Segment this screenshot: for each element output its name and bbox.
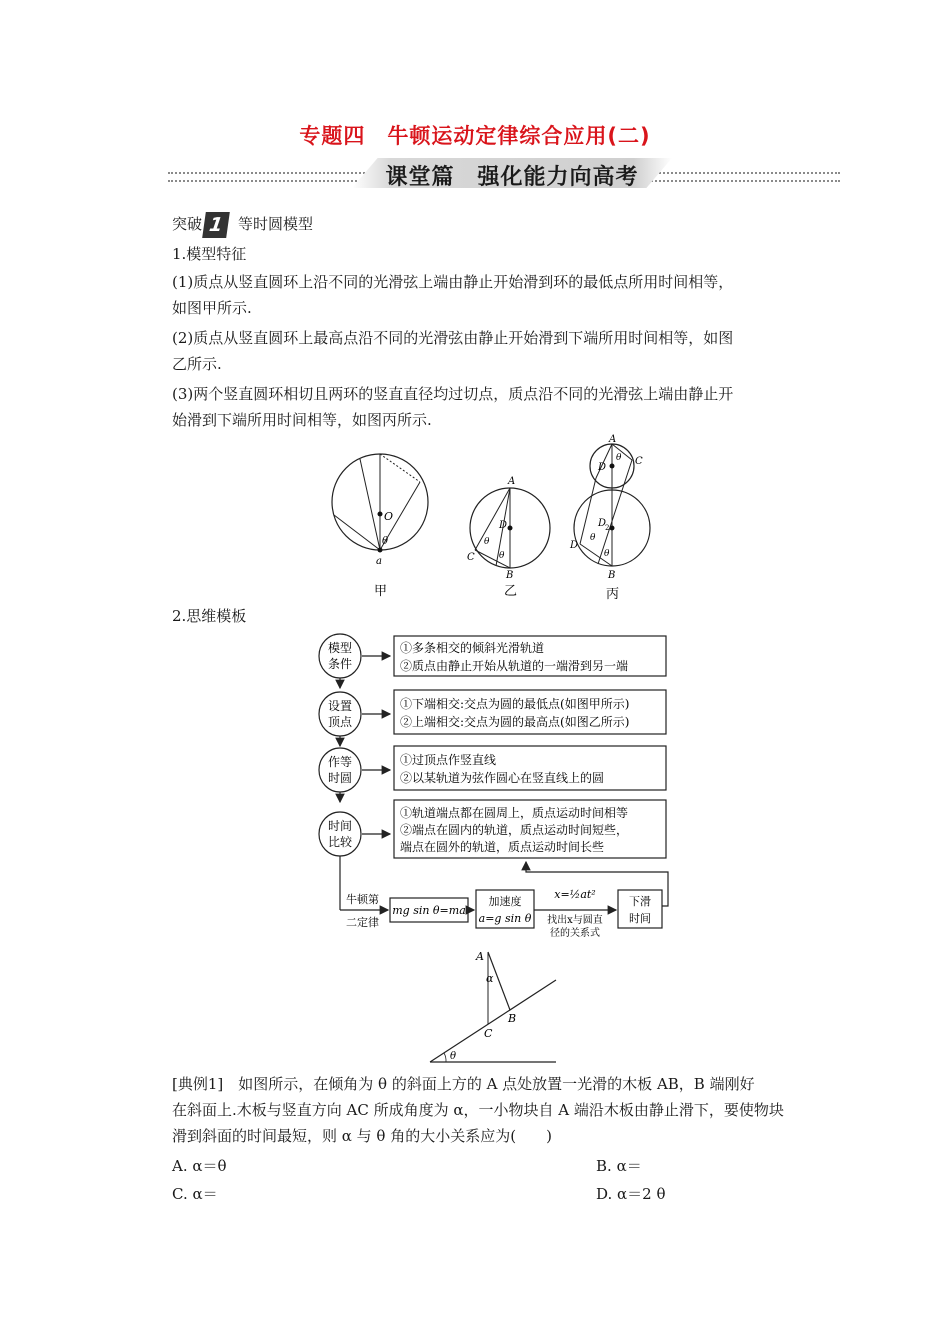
label-D-yi: D xyxy=(499,520,508,531)
newton-eq: mg sin θ=ma xyxy=(392,904,466,917)
label-subscript-2-bing: 2 xyxy=(605,524,610,532)
chord-CB-yi xyxy=(475,550,510,568)
step-2-label-2: 顶点 xyxy=(327,715,353,729)
section-title: 等时圆模型 xyxy=(238,215,314,233)
lower-center-dot-bing xyxy=(610,526,615,531)
step-1-line-1: ①多条相交的倾斜光滑轨道 xyxy=(400,641,545,655)
feature-3-line-2: 始滑到下端所用时间相等，如图丙所示. xyxy=(172,411,432,429)
label-B-bing: B xyxy=(608,570,616,581)
option-d-text: α＝2 θ xyxy=(617,1185,666,1203)
step-1-label-2: 条件 xyxy=(327,657,353,671)
thinking-template-flowchart xyxy=(312,628,672,940)
accel-label: 加速度 xyxy=(488,895,522,908)
section-number-badge: 1 xyxy=(202,212,230,238)
option-c-text: α＝ xyxy=(192,1185,218,1203)
section-banner: 课堂篇 强化能力向高考 xyxy=(385,165,639,190)
incline-label-A: A xyxy=(476,950,484,963)
flow-bottom-chain xyxy=(346,862,668,939)
example-line-3: 滑到斜面的时间最短，则 α 与 θ 角的大小关系应为( ) xyxy=(172,1127,552,1145)
step-3-label-1: 作等 xyxy=(327,755,353,769)
step-1-line-2: ②质点由静止开始从轨道的一端滑到另一端 xyxy=(400,659,629,673)
caption-jia: 甲 xyxy=(374,584,388,599)
incline-label-C: C xyxy=(484,1027,493,1040)
option-b-text: α＝ xyxy=(616,1157,642,1175)
option-c[interactable] xyxy=(172,1182,218,1206)
relation-line-1: 找出x与圆直 xyxy=(547,915,603,926)
newton-label-1: 牛顿第 xyxy=(346,893,379,906)
figure-jia xyxy=(332,454,428,599)
label-theta-jia: θ xyxy=(382,536,389,547)
option-a-text: α＝θ xyxy=(192,1157,227,1175)
caption-bing: 丙 xyxy=(606,587,620,602)
label-theta-upper-bing: θ xyxy=(616,453,622,463)
label-D-bing: D xyxy=(570,540,579,551)
upper-center-dot-bing xyxy=(610,464,615,469)
feature-2-line-2: 乙所示. xyxy=(172,355,222,373)
step-2-label-1: 设置 xyxy=(327,699,353,713)
example-line-1: [典例1] 如图所示，在倾角为 θ 的斜面上方的 A 点处放置一光滑的木板 AB，B 端刚好 xyxy=(172,1075,755,1093)
step-4-label-2: 比较 xyxy=(327,835,353,849)
bottom-dot-jia xyxy=(378,548,383,553)
displacement-eq: x=½at² xyxy=(554,888,596,901)
flow-step-4 xyxy=(319,800,666,858)
label-B-yi: B xyxy=(506,570,514,581)
angle-theta-arc xyxy=(444,1053,446,1062)
label-O: O xyxy=(384,510,394,523)
label-A-bing: A xyxy=(609,434,617,445)
isochronous-circle-figures xyxy=(320,432,660,604)
accel-eq: a=g sin θ xyxy=(478,912,532,925)
label-theta-2-yi: θ xyxy=(499,551,505,561)
incline-label-theta: θ xyxy=(450,1051,457,1062)
label-a: a xyxy=(376,556,382,567)
option-c-key: C. xyxy=(172,1185,188,1203)
figure-yi xyxy=(467,476,550,599)
step-3-line-1: ①过顶点作竖直线 xyxy=(400,753,497,767)
incline-label-B: B xyxy=(508,1012,517,1025)
step-4-line-1: ①轨道端点都在圆周上，质点运动时间相等 xyxy=(400,806,629,820)
newton-label-2: 二定律 xyxy=(346,916,379,929)
template-heading: 2.思维模板 xyxy=(172,607,247,625)
step-2-line-2: ②上端相交:交点为圆的最高点(如图乙所示) xyxy=(400,715,630,729)
features-heading: 1.模型特征 xyxy=(172,245,247,263)
page-title: 专题四 牛顿运动定律综合应用(二) xyxy=(299,124,651,148)
step-3-line-2: ②以某轨道为弦作圆心在竖直线上的圆 xyxy=(400,771,605,785)
caption-yi: 乙 xyxy=(504,584,518,599)
feature-2-line-1: (2)质点从竖直圆环上最高点沿不同的光滑弦由静止开始滑到下端所用时间相等，如图 xyxy=(172,329,734,347)
feature-1-line-2: 如图甲所示. xyxy=(172,299,252,317)
step-4-line-2: ②端点在圆内的轨道，质点运动时间短些， xyxy=(400,823,629,837)
incline-figure xyxy=(424,942,558,1066)
label-theta-1-yi: θ xyxy=(484,537,490,547)
flow-step-1 xyxy=(319,634,666,678)
section-prefix: 突破 xyxy=(172,215,203,233)
step-2-line-1: ①下端相交:交点为圆的最低点(如图甲所示) xyxy=(400,697,630,711)
feature-3-line-1: (3)两个竖直圆环相切且两环的竖直直径均过切点，质点沿不同的光滑弦上端由静止开 xyxy=(172,385,734,403)
flow-step-2 xyxy=(319,690,666,736)
label-A-yi: A xyxy=(508,476,516,487)
option-a[interactable] xyxy=(172,1154,227,1178)
incline-surface xyxy=(430,980,556,1062)
label-theta-2-bing: θ xyxy=(604,549,610,559)
example-line-2: 在斜面上.木板与竖直方向 AC 所成角度为 α，一小物块自 A 端沿木板由静止滑下，要使物块 xyxy=(172,1101,784,1119)
option-d-key: D. xyxy=(596,1185,613,1203)
flow-step-3 xyxy=(319,746,666,792)
center-dot-yi xyxy=(508,526,513,531)
time-label-2: 时间 xyxy=(629,912,651,925)
center-dot-jia xyxy=(378,512,383,517)
step-4-line-3: 端点在圆外的轨道，质点运动时间长些 xyxy=(400,840,605,854)
label-D2-bing: D xyxy=(598,518,607,529)
option-b[interactable] xyxy=(596,1154,642,1178)
relation-line-2: 径的关系式 xyxy=(550,928,600,939)
label-D1-bing: D xyxy=(598,462,607,473)
section-heading xyxy=(172,212,313,238)
option-a-key: A. xyxy=(172,1157,188,1175)
step-3-label-2: 时圆 xyxy=(327,771,353,785)
step-4-label-1: 时间 xyxy=(327,819,353,833)
step-1-label-1: 模型 xyxy=(327,641,353,655)
time-label-1: 下滑 xyxy=(629,895,651,908)
feature-1-line-1: (1)质点从竖直圆环上沿不同的光滑弦上端由静止开始滑到环的最低点所用时间相等， xyxy=(172,273,734,291)
chord-1-jia xyxy=(360,459,380,550)
figure-bing xyxy=(569,434,650,602)
label-C-bing: C xyxy=(635,456,643,467)
option-d[interactable] xyxy=(596,1182,666,1206)
option-b-key: B. xyxy=(596,1157,612,1175)
label-C-yi: C xyxy=(467,552,475,563)
label-theta-1-bing: θ xyxy=(590,533,596,543)
incline-label-alpha: α xyxy=(486,972,494,985)
